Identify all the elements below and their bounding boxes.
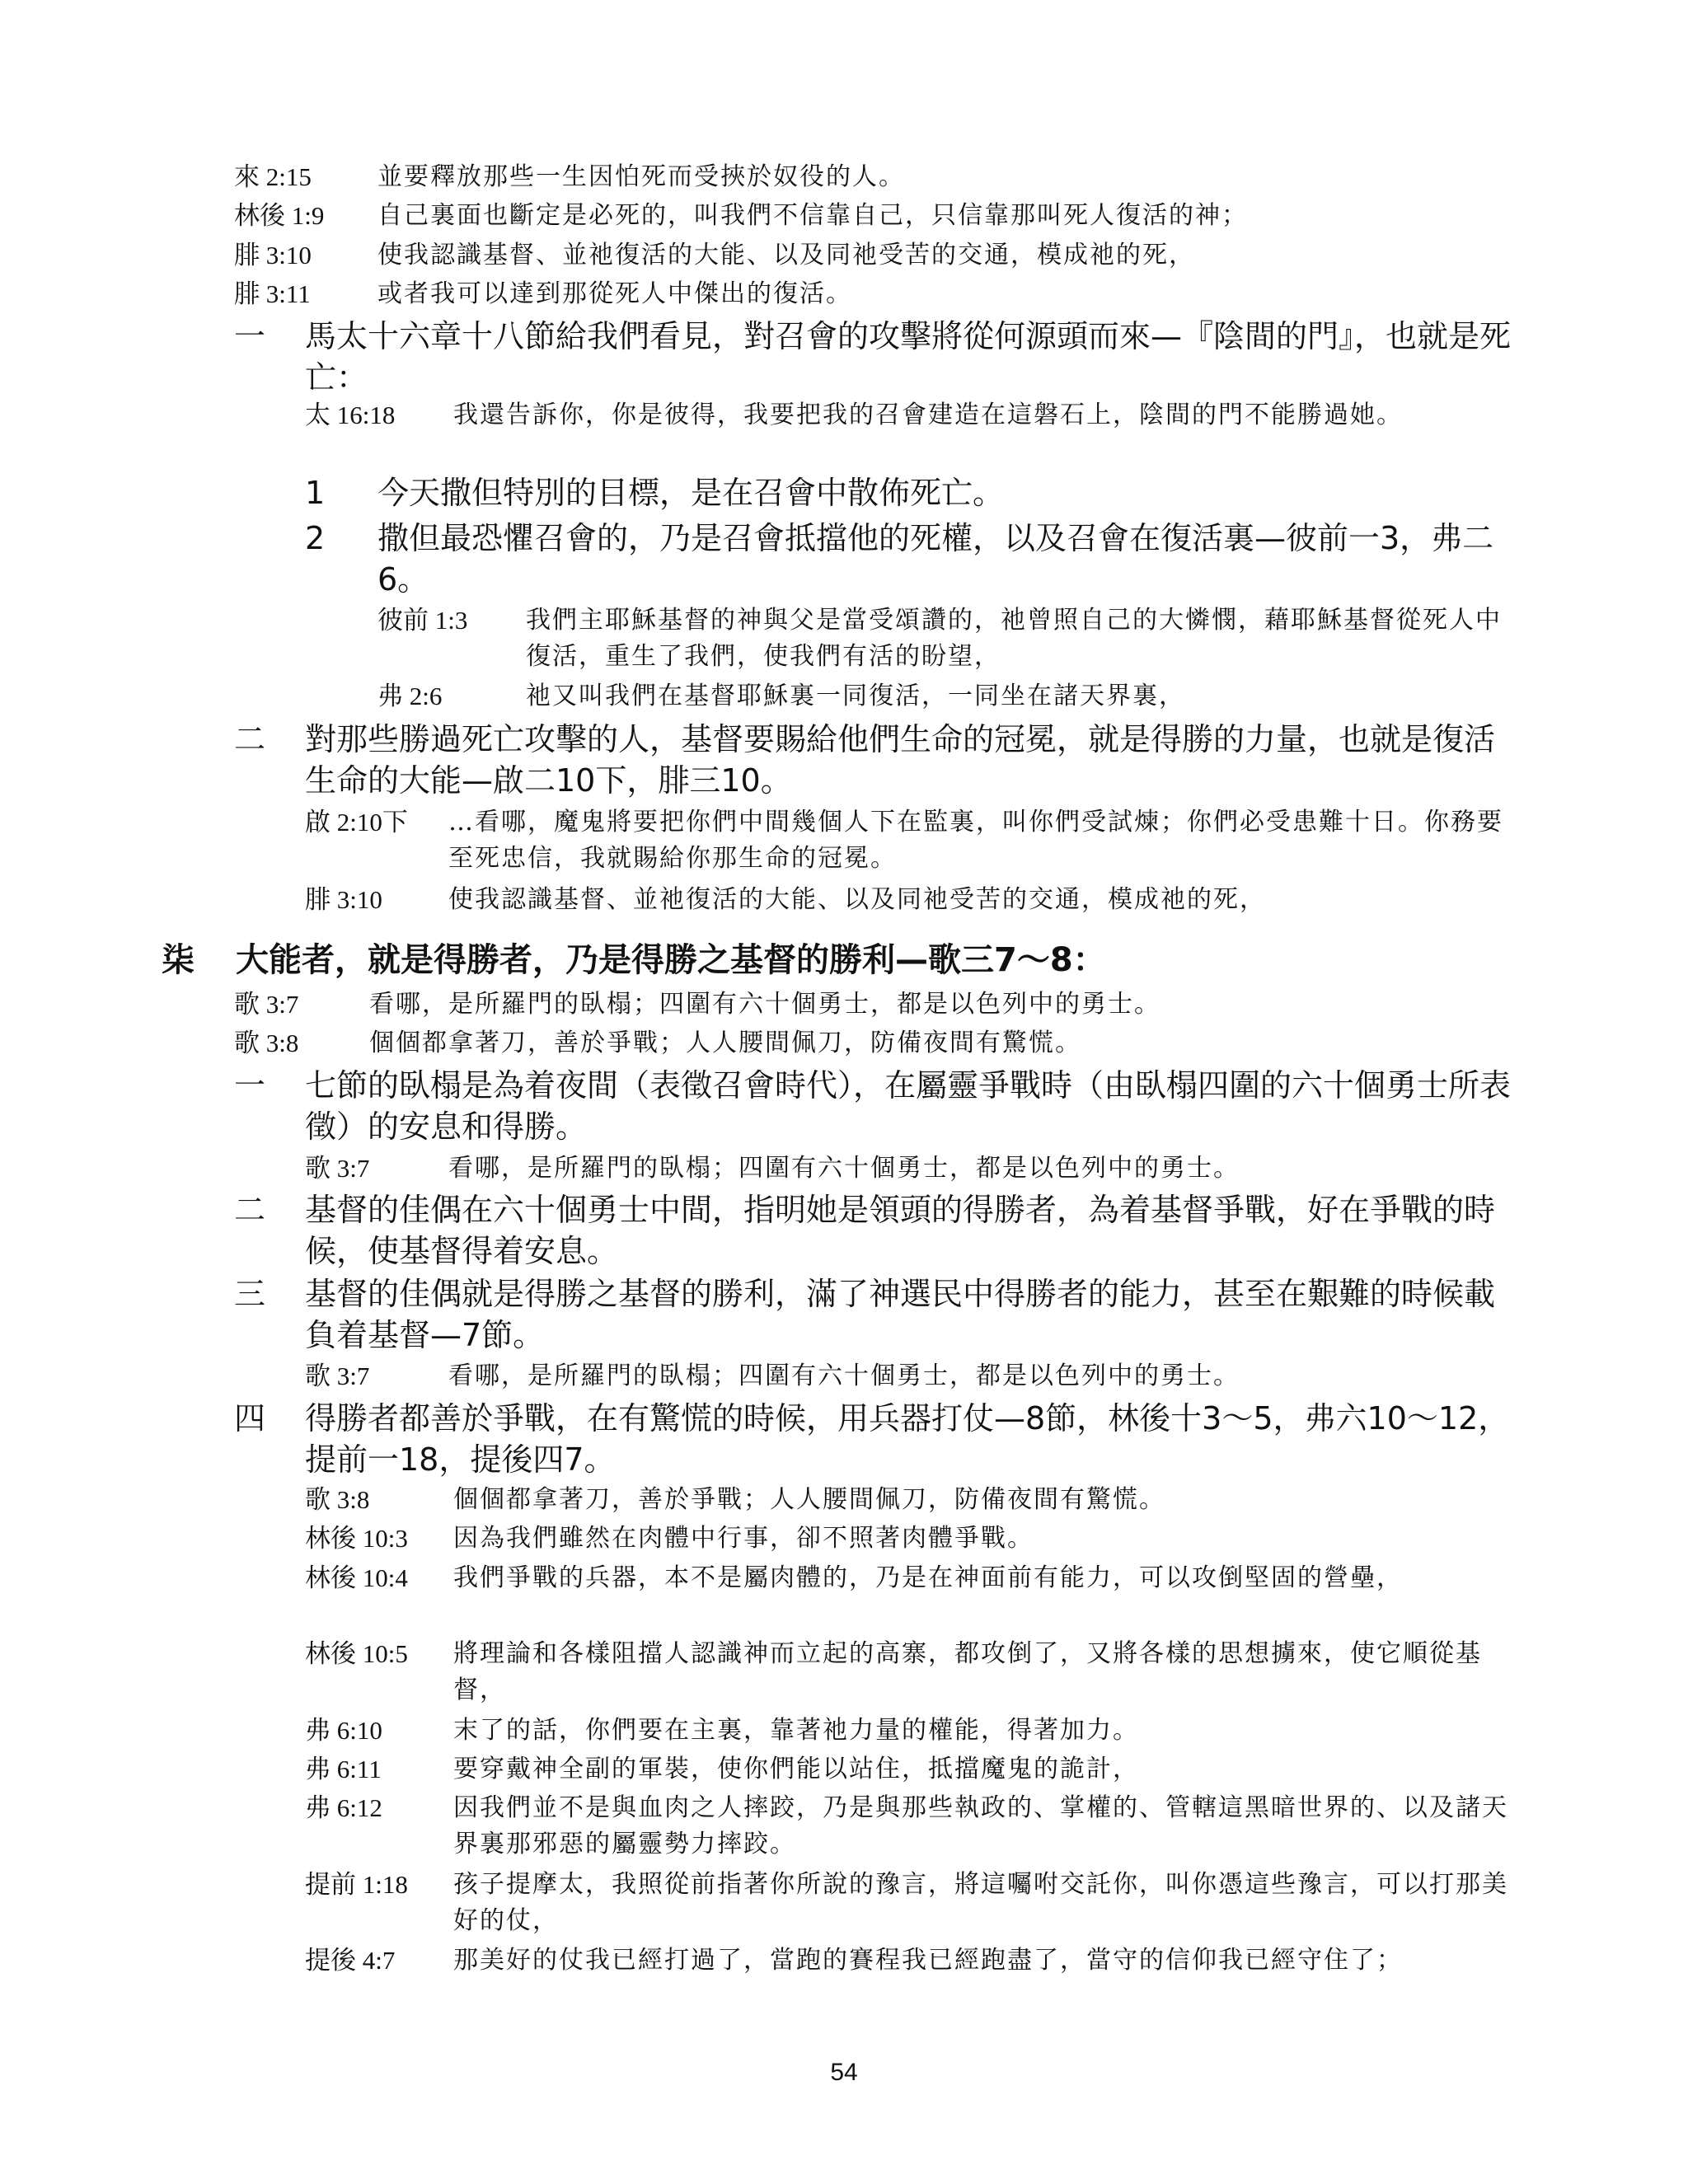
verse-text: 個個都拿著刀，善於爭戰；人人腰間佩刀，防備夜間有驚慌。 bbox=[453, 1485, 1165, 1514]
verse-text: 使我認識基督、並祂復活的大能、以及同祂受苦的交通，模成祂的死， bbox=[377, 241, 1195, 269]
section-marker: 柒 bbox=[162, 941, 195, 979]
point-text: 得勝者都善於爭戰，在有驚慌的時候，用兵器打仗—8節，林後十3～5，弗六10～12，提前一18，提後四7。 bbox=[305, 1400, 1510, 1478]
point-marker: 二 bbox=[234, 721, 266, 757]
verse-ref: 弗 6:11 bbox=[305, 1755, 382, 1783]
point-marker: 2 bbox=[305, 520, 326, 556]
verse-text: 看哪，是所羅門的臥榻；四圍有六十個勇士，都是以色列中的勇士。 bbox=[448, 1154, 1240, 1183]
verse-ref: 腓 3:10 bbox=[234, 241, 312, 269]
verse-ref: 啟 2:10下 bbox=[305, 808, 408, 837]
point-marker: 四 bbox=[234, 1400, 266, 1436]
verse-text: 末了的話，你們要在主裏，靠著祂力量的權能，得著加力。 bbox=[453, 1716, 1139, 1745]
verse-ref: 弗 2:6 bbox=[377, 682, 443, 710]
verse-ref: 林後 10:5 bbox=[305, 1639, 408, 1668]
verse-text: 看哪，是所羅門的臥榻；四圍有六十個勇士，都是以色列中的勇士。 bbox=[369, 990, 1160, 1019]
point-text: 撒但最恐懼召會的，乃是召會抵擋他的死權，以及召會在復活裏—彼前一3，弗二6。 bbox=[377, 520, 1494, 598]
point-text: 對那些勝過死亡攻擊的人，基督要賜給他們生命的冠冕，就是得勝的力量，也就是復活生命的大能—啟二10下，腓三10。 bbox=[305, 721, 1496, 799]
verse-text: 孩子提摩太，我照從前指著你所說的豫言，將這囑咐交託你，叫你憑這些豫言，可以打那美好的仗， bbox=[453, 1870, 1508, 1935]
verse-ref: 歌 3:7 bbox=[234, 990, 299, 1019]
verse-text: …看哪，魔鬼將要把你們中間幾個人下在監裏，叫你們受試煉；你們必受患難十日。你務要至死忠信，我就賜給你那生命的冠冕。 bbox=[448, 808, 1503, 873]
verse-ref: 來 2:15 bbox=[234, 162, 312, 191]
verse-text: 看哪，是所羅門的臥榻；四圍有六十個勇士，都是以色列中的勇士。 bbox=[448, 1361, 1240, 1390]
verse-ref: 提前 1:18 bbox=[305, 1870, 408, 1899]
verse-ref: 弗 6:12 bbox=[305, 1793, 382, 1822]
verse-text: 祂又叫我們在基督耶穌裏一同復活，一同坐在諸天界裏， bbox=[526, 682, 1185, 710]
verse-ref: 歌 3:8 bbox=[305, 1485, 370, 1514]
verse-text: 因為我們雖然在肉體中行事，卻不照著肉體爭戰。 bbox=[453, 1524, 1034, 1553]
verse-ref: 腓 3:11 bbox=[234, 279, 311, 308]
section-title: 大能者，就是得勝者，乃是得勝之基督的勝利—歌三7～8： bbox=[236, 941, 1106, 979]
verse-text: 我們主耶穌基督的神與父是當受頌讚的，祂曾照自己的大憐憫，藉耶穌基督從死人中復活，重生了我們，使我們有活的盼望， bbox=[526, 606, 1502, 671]
verse-ref: 林後 1:9 bbox=[234, 201, 325, 230]
verse-ref: 提後 4:7 bbox=[305, 1946, 396, 1975]
point-marker: 一 bbox=[234, 318, 266, 354]
verse-text: 要穿戴神全副的軍裝，使你們能以站住，抵擋魔鬼的詭計， bbox=[453, 1755, 1139, 1783]
verse-ref: 腓 3:10 bbox=[305, 885, 382, 914]
verse-ref: 太 16:18 bbox=[305, 401, 396, 429]
verse-text: 使我認識基督、並祂復活的大能、以及同祂受苦的交通，模成祂的死， bbox=[448, 885, 1266, 914]
verse-text: 我還告訴你，你是彼得，我要把我的召會建造在這磐石上，陰間的門不能勝過她。 bbox=[453, 401, 1403, 429]
verse-ref: 弗 6:10 bbox=[305, 1716, 382, 1745]
verse-ref: 彼前 1:3 bbox=[377, 606, 468, 635]
verse-ref: 林後 10:3 bbox=[305, 1524, 408, 1553]
point-marker: 三 bbox=[234, 1276, 266, 1312]
point-marker: 1 bbox=[305, 475, 326, 511]
point-text: 七節的臥榻是為着夜間（表徵召會時代），在屬靈爭戰時（由臥榻四圍的六十個勇士所表徵）的安息和得勝。 bbox=[305, 1067, 1512, 1145]
verse-text: 那美好的仗我已經打過了，當跑的賽程我已經跑盡了，當守的信仰我已經守住了； bbox=[453, 1946, 1403, 1975]
verse-ref: 歌 3:7 bbox=[305, 1361, 370, 1390]
verse-text: 我們爭戰的兵器，本不是屬肉體的，乃是在神面前有能力，可以攻倒堅固的營壘， bbox=[453, 1563, 1403, 1592]
point-text: 基督的佳偶就是得勝之基督的勝利，滿了神選民中得勝者的能力，甚至在艱難的時候載負着基督—7節。 bbox=[305, 1276, 1496, 1353]
page-number: 54 bbox=[830, 2059, 858, 2086]
verse-text: 或者我可以達到那從死人中傑出的復活。 bbox=[377, 279, 852, 308]
verse-text: 個個都拿著刀，善於爭戰；人人腰間佩刀，防備夜間有驚慌。 bbox=[369, 1029, 1081, 1057]
verse-text: 自己裏面也斷定是必死的，叫我們不信靠自己，只信靠那叫死人復活的神； bbox=[377, 201, 1248, 230]
point-marker: 一 bbox=[234, 1067, 266, 1104]
verse-text: 因我們並不是與血肉之人摔跤，乃是與那些執政的、掌權的、管轄這黑暗世界的、以及諸天界裏那邪惡的屬靈勢力摔跤。 bbox=[453, 1793, 1508, 1858]
point-text: 今天撒但特別的目標，是在召會中散佈死亡。 bbox=[377, 475, 1005, 511]
verse-ref: 林後 10:4 bbox=[305, 1563, 408, 1592]
point-text: 馬太十六章十八節給我們看見，對召會的攻擊將從何源頭而來—『陰間的門』，也就是死亡： bbox=[305, 318, 1512, 396]
verse-ref: 歌 3:8 bbox=[234, 1029, 299, 1057]
point-marker: 二 bbox=[234, 1192, 266, 1228]
verse-text: 並要釋放那些一生因怕死而受挾於奴役的人。 bbox=[377, 162, 905, 191]
verse-ref: 歌 3:7 bbox=[305, 1154, 370, 1183]
verse-text: 將理論和各樣阻擋人認識神而立起的高寨，都攻倒了，又將各樣的思想擄來，使它順從基督， bbox=[453, 1639, 1482, 1704]
point-text: 基督的佳偶在六十個勇士中間，指明她是領頭的得勝者，為着基督爭戰，好在爭戰的時候，使基督得着安息。 bbox=[305, 1192, 1496, 1269]
